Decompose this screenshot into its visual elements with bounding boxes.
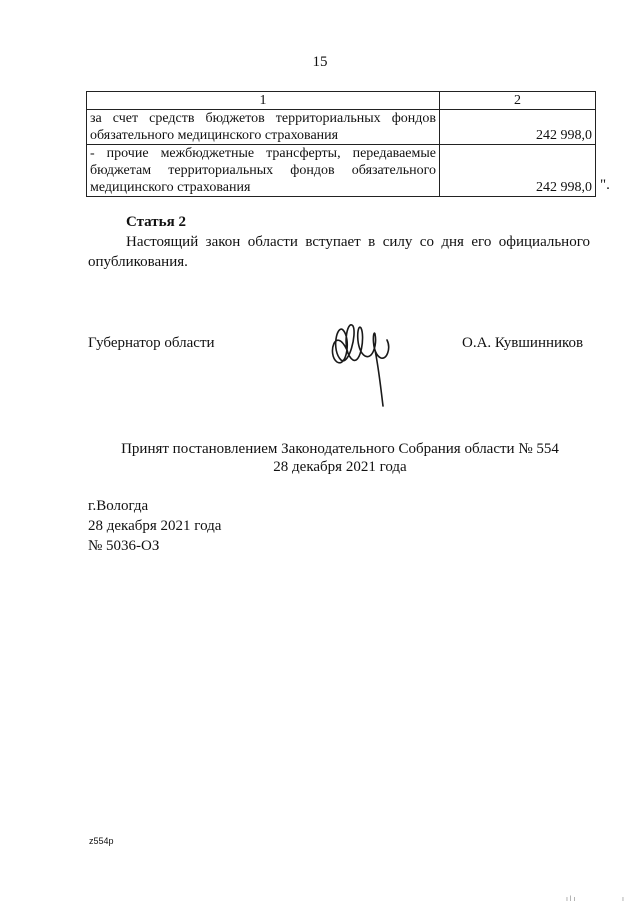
place-date: 28 декабря 2021 года [88,518,222,534]
table-row-value: 242 998,0 [440,145,596,197]
handwritten-signature [325,310,405,410]
closing-quote: ". [600,177,610,193]
table-row-description: - прочие межбюджетные трансферты, передаваемые бюджетам территориальных фондов обязательного медицинского страхования [87,145,440,197]
place-date-number [88,496,221,556]
table-header-row [87,92,596,110]
table-header-col-1: 1 [87,92,440,110]
article-title: Статья 2 [126,214,186,230]
table-row-description: за счет средств бюджетов территориальных фондов обязательного медицинского страхования [87,110,440,145]
table-header-col-2: 2 [440,92,596,110]
table-row-value: 242 998,0 [440,110,596,145]
page-number: 15 [312,54,328,70]
article-body: Настоящий закон области вступает в силу со дня его официального опубликования. [88,234,590,270]
adoption-note [0,440,640,476]
adoption-line-2: 28 декабря 2021 года [273,459,407,475]
governor-name: О.А. Кувшинников [462,335,584,351]
place-city: г.Вологда [88,498,149,514]
table-row [87,110,596,145]
table-row [87,145,596,197]
scan-mark: ı l ı [566,896,576,903]
law-number: № 5036-ОЗ [88,538,160,554]
document-code: z554p [89,836,114,846]
governor-title: Губернатор области [88,335,215,351]
adoption-line-1: Принят постановлением Законодательного Собрания области № 554 [121,441,559,457]
budget-table [86,91,596,197]
scan-mark: ı [622,896,624,903]
